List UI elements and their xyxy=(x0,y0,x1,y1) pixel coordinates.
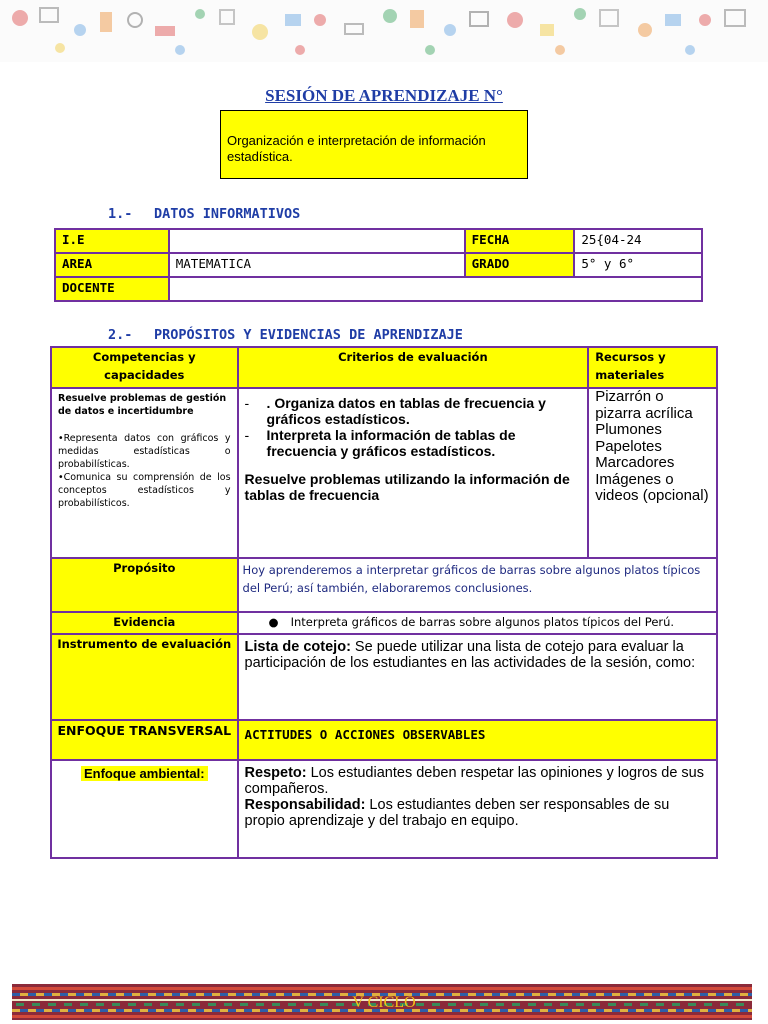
criterio-text: . Organiza datos en tablas de frecuencia y gráficos estadísticos. xyxy=(266,395,546,427)
responsabilidad-item xyxy=(245,797,710,829)
criterios-cell xyxy=(238,388,589,558)
respeto-item xyxy=(245,765,710,797)
page-title: SESIÓN DE APRENDIZAJE N° xyxy=(265,86,503,105)
recurso-item: Pizarrón o pizarra acrílica xyxy=(595,388,693,422)
section-title: PROPÓSITOS Y EVIDENCIAS DE APRENDIZAJE xyxy=(154,327,463,343)
section-title: DATOS INFORMATIVOS xyxy=(154,206,301,222)
grado-label: GRADO xyxy=(465,253,575,277)
bullet-icon: ● xyxy=(268,615,279,629)
respeto-bold: Respeto: xyxy=(244,765,307,781)
recurso-item: Imágenes o videos (opcional) xyxy=(595,470,709,504)
recurso-item: Marcadores xyxy=(595,454,675,471)
criterio-bullet: - xyxy=(244,395,250,411)
datos-informativos-table xyxy=(54,228,703,302)
session-topic: Organización e interpretación de información estadística. xyxy=(220,110,528,179)
proposito-label: Propósito xyxy=(51,558,238,612)
criterio-item xyxy=(245,427,582,459)
grado-value: 5° y 6° xyxy=(574,253,702,277)
criterio-item xyxy=(245,395,582,427)
enfoque-label: ENFOQUE TRANSVERSAL xyxy=(51,720,238,760)
section-heading-datos xyxy=(108,206,300,222)
ie-value xyxy=(169,229,465,253)
docente-value xyxy=(169,277,702,301)
capacidad-item: •Representa datos con gráficos y medidas estadísticas o probabilísticas. xyxy=(58,433,231,470)
footer-label: V CICLO xyxy=(352,994,416,1011)
capacidad-item: •Comunica su comprensión de los conceptos estadísticos y probabilísticos. xyxy=(58,472,231,509)
header-recursos: Recursos y materiales xyxy=(588,347,717,388)
header-competencias: Competencias y capacidades xyxy=(51,347,238,388)
actitudes-cell xyxy=(238,760,717,858)
competencia-title: Resuelve problemas de gestión de datos e incertidumbre xyxy=(58,393,227,417)
proposito-text: Hoy aprenderemos a interpretar gráficos de barras sobre algunos platos típicos del Perú; así también, elaboraremos conclusiones. xyxy=(238,558,717,612)
responsabilidad-text: Los estudiantes deben ser responsables de su propio aprendizaje y del trabajo en equipo. xyxy=(244,797,670,829)
criterio-bullet: - xyxy=(244,427,250,443)
instrumento-bold: Lista de cotejo: xyxy=(244,639,351,655)
section-number: 1.- xyxy=(108,206,133,222)
instrumento-text: Se puede utilizar una lista de cotejo para evaluar la participación de los estudiantes en las actividades de la sesión, como: xyxy=(244,639,696,671)
docente-label: DOCENTE xyxy=(55,277,169,301)
respeto-text: Los estudiantes deben respetar las opiniones y logros de sus compañeros. xyxy=(244,765,704,797)
recurso-item: Plumones xyxy=(595,421,662,438)
criterio-text: Interpreta la información de tablas de frecuencia y gráficos estadísticos. xyxy=(266,427,516,459)
instrumento-label: Instrumento de evaluación xyxy=(51,634,238,720)
header-criterios: Criterios de evaluación xyxy=(238,347,589,388)
competencias-cell xyxy=(51,388,238,558)
doodle-banner-image xyxy=(0,0,768,62)
fecha-label: FECHA xyxy=(465,229,575,253)
area-label: AREA xyxy=(55,253,169,277)
ie-label: I.E xyxy=(55,229,169,253)
section-heading-propositos xyxy=(108,327,463,343)
criterio-resuelve: Resuelve problemas utilizando la información de tablas de frecuencia xyxy=(244,471,570,503)
header-banner xyxy=(0,0,768,62)
evidencia-label: Evidencia xyxy=(51,612,238,634)
area-value: MATEMATICA xyxy=(169,253,465,277)
fecha-value: 25{04-24 xyxy=(574,229,702,253)
enfoque-ambiental-cell xyxy=(51,760,238,858)
section-number: 2.- xyxy=(108,327,133,343)
responsabilidad-bold: Responsabilidad: xyxy=(244,797,366,813)
actitudes-label: ACTITUDES O ACCIONES OBSERVABLES xyxy=(238,720,717,760)
propositos-table xyxy=(50,346,718,859)
recurso-item: Papelotes xyxy=(595,437,662,455)
evidencia-text: Interpreta gráficos de barras sobre algunos platos típicos del Perú. xyxy=(290,615,675,629)
evidencia-cell xyxy=(238,612,717,634)
recursos-cell xyxy=(588,388,717,558)
enfoque-ambiental: Enfoque ambiental: xyxy=(81,766,208,781)
instrumento-cell xyxy=(238,634,717,720)
